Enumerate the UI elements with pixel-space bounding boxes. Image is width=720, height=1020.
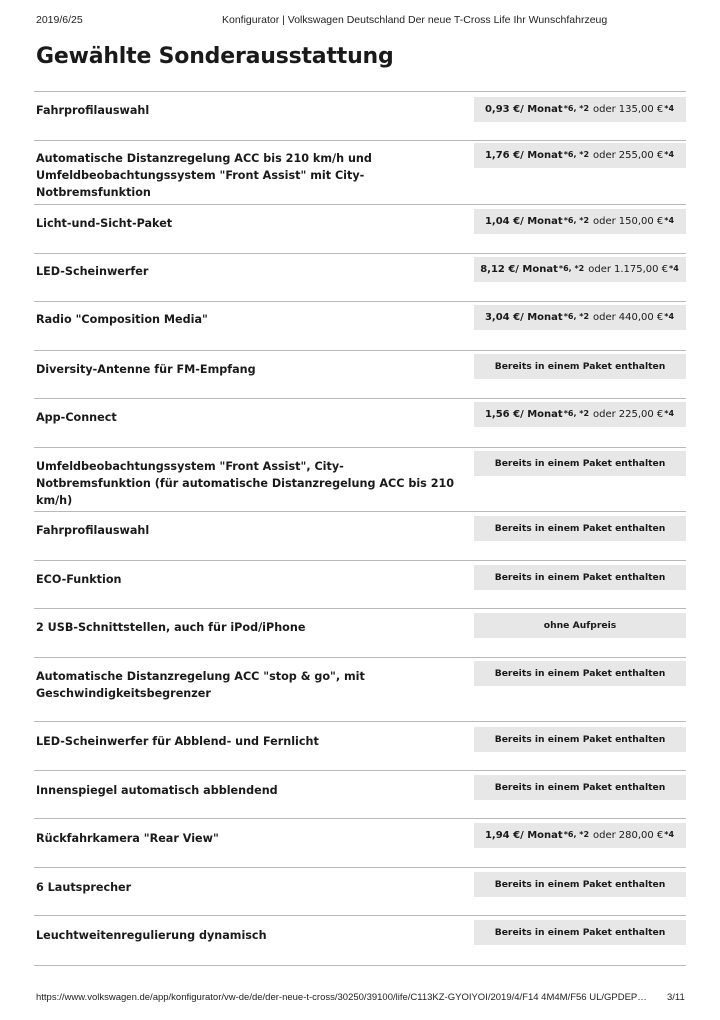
- row-divider: [34, 511, 686, 512]
- total-price: 225,00 €: [618, 409, 664, 420]
- price-separator: oder: [593, 150, 616, 161]
- package-note-box: [474, 775, 686, 800]
- equipment-item-label: Fahrprofilauswahl: [36, 104, 150, 117]
- package-note: Bereits in einem Paket enthalten: [494, 668, 666, 679]
- row-divider: [34, 657, 686, 658]
- row-divider: [34, 204, 686, 205]
- footnote-ref: *6, *2: [563, 216, 590, 225]
- package-note: Bereits in einem Paket enthalten: [494, 927, 666, 938]
- footnote-ref: *6, *2: [558, 264, 585, 273]
- equipment-item-label: Automatische Distanzregelung ACC bis 210 km/h und Umfeldbeobachtungssystem "Front Assist" mit City-Notbremsfunktion: [36, 152, 372, 199]
- equipment-item-label: 6 Lautsprecher: [36, 881, 132, 894]
- footnote-ref: *6, *2: [563, 409, 590, 418]
- package-note: Bereits in einem Paket enthalten: [494, 458, 666, 469]
- page-title: Gewählte Sonderausstattung: [36, 44, 394, 69]
- equipment-item-label: Radio "Composition Media": [36, 313, 208, 326]
- equipment-item-label: Innenspiegel automatisch abblendend: [36, 784, 278, 797]
- print-header: [0, 14, 720, 30]
- monthly-price: 1,56 €/ Monat: [484, 409, 563, 420]
- footnote-ref: *4: [664, 830, 675, 839]
- price-box: [474, 209, 686, 234]
- price-box: [474, 402, 686, 427]
- row-divider: [34, 867, 686, 868]
- equipment-item-label: Rückfahrkamera "Rear View": [36, 832, 219, 845]
- footnote-ref: *4: [664, 216, 675, 225]
- footnote-ref: *6, *2: [563, 312, 590, 321]
- monthly-price: 3,04 €/ Monat: [484, 312, 563, 323]
- package-note: Bereits in einem Paket enthalten: [494, 523, 666, 534]
- price-separator: oder: [593, 216, 616, 227]
- equipment-item-label: LED-Scheinwerfer: [36, 265, 149, 278]
- footer-url: https://www.volkswagen.de/app/konfigurator/vw-de/de/der-neue-t-cross/30250/39100/life/C113KZ-GYOIYOI/2019/4/F14 4M4M/F56 UL/GPDEP…: [36, 992, 647, 1003]
- total-price: 440,00 €: [618, 312, 664, 323]
- row-divider: [34, 253, 686, 254]
- row-divider: [34, 140, 686, 141]
- package-note-box: [474, 516, 686, 541]
- equipment-item-label: Diversity-Antenne für FM-Empfang: [36, 363, 256, 376]
- monthly-price: 1,04 €/ Monat: [484, 216, 563, 227]
- package-note: ohne Aufpreis: [543, 620, 617, 631]
- total-price: 150,00 €: [618, 216, 664, 227]
- row-divider: [34, 91, 686, 92]
- row-divider: [34, 770, 686, 771]
- print-date: 2019/6/25: [36, 14, 83, 26]
- row-divider: [34, 447, 686, 448]
- price-box: [474, 97, 686, 122]
- package-note-box: [474, 451, 686, 476]
- footnote-ref: *4: [664, 150, 675, 159]
- row-divider: [34, 608, 686, 609]
- page-number: 3/11: [667, 992, 685, 1003]
- price-separator: oder: [593, 409, 616, 420]
- footnote-ref: *4: [669, 264, 679, 273]
- package-note-box: [474, 613, 686, 638]
- total-price: 1.175,00 €: [613, 264, 669, 275]
- price-box: [474, 305, 686, 330]
- row-divider: [34, 965, 686, 966]
- package-note-box: [474, 661, 686, 686]
- footnote-ref: *6, *2: [563, 104, 590, 113]
- row-divider: [34, 721, 686, 722]
- price-separator: oder: [593, 830, 616, 841]
- equipment-item-label: Automatische Distanzregelung ACC "stop & go", mit Geschwindigkeitsbegrenzer: [36, 670, 365, 700]
- package-note-box: [474, 872, 686, 897]
- package-note-box: [474, 727, 686, 752]
- package-note-box: [474, 920, 686, 945]
- row-divider: [34, 398, 686, 399]
- total-price: 280,00 €: [618, 830, 664, 841]
- price-separator: oder: [593, 104, 616, 115]
- equipment-item-label: Leuchtweitenregulierung dynamisch: [36, 929, 267, 942]
- equipment-item-label: 2 USB-Schnittstellen, auch für iPod/iPhone: [36, 621, 306, 634]
- price-separator: oder: [588, 264, 611, 275]
- package-note: Bereits in einem Paket enthalten: [494, 734, 666, 745]
- print-page-title: Konfigurator | Volkswagen Deutschland Der neue T-Cross Life Ihr Wunschfahrzeug: [222, 14, 608, 26]
- price-box: [474, 143, 686, 168]
- monthly-price: 1,76 €/ Monat: [484, 150, 563, 161]
- package-note: Bereits in einem Paket enthalten: [494, 361, 666, 372]
- row-divider: [34, 350, 686, 351]
- row-divider: [34, 560, 686, 561]
- row-divider: [34, 301, 686, 302]
- equipment-item-label: Umfeldbeobachtungssystem "Front Assist", City-Notbremsfunktion (für automatische Distanzregelung ACC bis 210 km/h): [36, 460, 455, 507]
- row-divider: [34, 915, 686, 916]
- equipment-item-label: ECO-Funktion: [36, 573, 122, 586]
- price-box: [474, 257, 686, 282]
- equipment-item-label: Fahrprofilauswahl: [36, 524, 150, 537]
- equipment-item-label: Licht-und-Sicht-Paket: [36, 217, 173, 230]
- footnote-ref: *4: [664, 312, 675, 321]
- package-note-box: [474, 565, 686, 590]
- monthly-price: 1,94 €/ Monat: [484, 830, 563, 841]
- footnote-ref: *6, *2: [563, 150, 590, 159]
- price-separator: oder: [593, 312, 616, 323]
- package-note-box: [474, 354, 686, 379]
- footnote-ref: *4: [664, 104, 675, 113]
- equipment-item-label: App-Connect: [36, 411, 117, 424]
- price-box: [474, 823, 686, 848]
- total-price: 255,00 €: [618, 150, 664, 161]
- package-note: Bereits in einem Paket enthalten: [494, 572, 666, 583]
- package-note: Bereits in einem Paket enthalten: [494, 879, 666, 890]
- equipment-item-label: LED-Scheinwerfer für Abblend- und Fernlicht: [36, 735, 319, 748]
- footnote-ref: *4: [664, 409, 675, 418]
- total-price: 135,00 €: [618, 104, 664, 115]
- monthly-price: 8,12 €/ Monat: [480, 264, 558, 275]
- row-divider: [34, 818, 686, 819]
- footnote-ref: *6, *2: [563, 830, 590, 839]
- monthly-price: 0,93 €/ Monat: [484, 104, 563, 115]
- package-note: Bereits in einem Paket enthalten: [494, 782, 666, 793]
- print-footer: [0, 992, 720, 1006]
